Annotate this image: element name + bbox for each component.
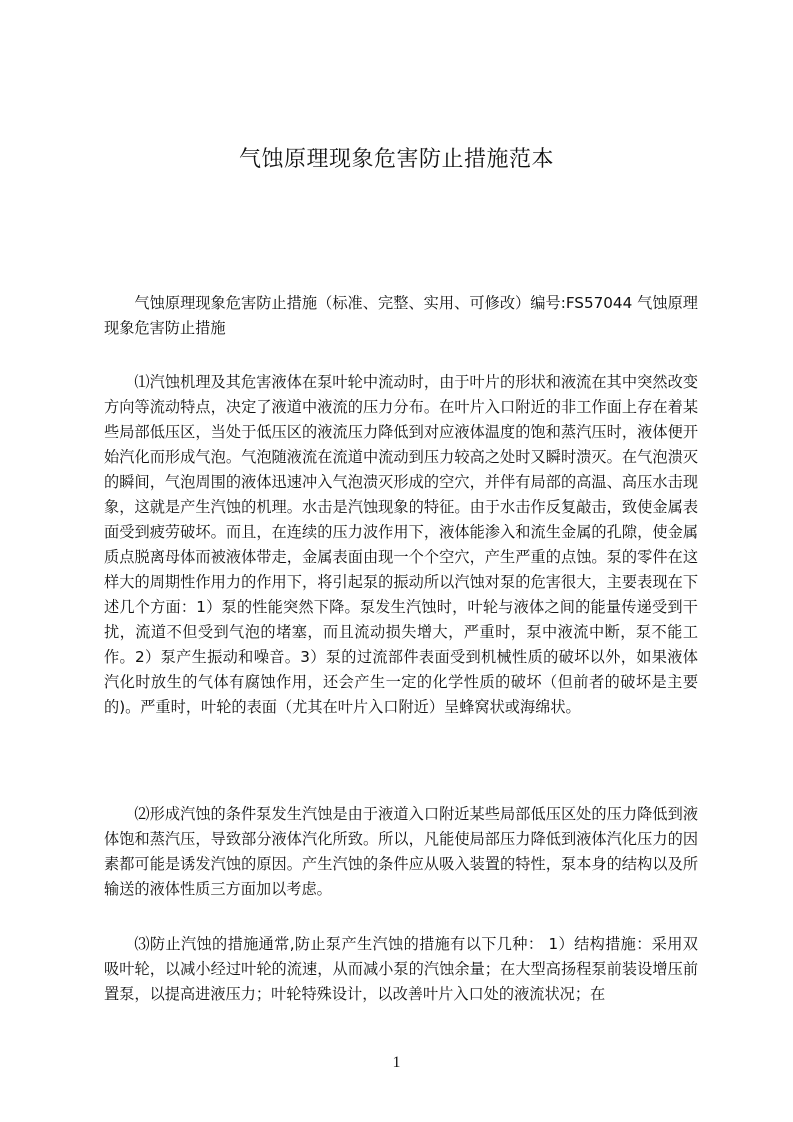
paragraph-cavitation-mechanism: ⑴汽蚀机理及其危害液体在泵叶轮中流动时，由于叶片的形状和液流在其中突然改变方向等流动特点，决定了液道中液流的压力分布。在叶片入口附近的非工作面上存在着某些局部低压区，当处于低压区的液流压力降低到对应液体温度的饱和蒸汽压时，液体便开始汽化而形成气泡。气泡随液流在流道中流动到压力较高之处时又瞬时溃灭。在气泡溃灭的瞬间，气泡周围的液体迅速冲入气泡溃灭形成的空穴，并伴有局部的高温、高压水击现象，这就是产生汽蚀的机理。水击是汽蚀现象的特征。由于水击作反复敲击，致使金属表面受到疲劳破坏。而且，在连续的压力波作用下，液体能渗入和流生金属的孔隙，使金属质点脱离母体而被液体带走，金属表面由现一个个空穴，产生严重的点蚀。泵的零件在这样大的周期性作用力的作用下，将引起泵的振动所以汽蚀对泵的危害很大，主要表现在下述几个方面：1）泵的性能突然下降。泵发生汽蚀时，叶轮与液体之间的能量传递受到干扰，流道不但受到气泡的堵塞，而且流动损失增大，严重时，泵中液流中断，泵不能工作。2）泵产生振动和噪音。3）泵的过流部件表面受到机械性质的破坏以外，如果液体汽化时放生的气体有腐蚀作用，还会产生一定的化学性质的破坏（但前者的破坏是主要的)。严重时，叶轮的表面（尤其在叶片入口附近）呈蜂窝状或海绵状。 <box>104 373 698 716</box>
paragraph-prevention-measures: ⑶防止汽蚀的措施通常,防止泵产生汽蚀的措施有以下几种： 1）结构措施：采用双吸叶轮，以减小经过叶轮的流速，从而减小泵的汽蚀余量；在大型高扬程泵前装设增压前置泵，以提高进液压力；叶轮特殊设计，以改善叶片入口处的液流状况；在 <box>104 935 698 1003</box>
page-title: 气蚀原理现象危害防止措施范本 <box>238 147 554 172</box>
paragraph-cavitation-conditions: ⑵形成汽蚀的条件泵发生汽蚀是由于液道入口附近某些局部低压区处的压力降低到液体饱和蒸汽压，导致部分液体汽化所致。所以，凡能使局部压力降低到液体汽化压力的因素都可能是诱发汽蚀的原因。产生汽蚀的条件应从吸入装置的特性，泵本身的结构以及所输送的液体性质三方面加以考虑。 <box>104 805 698 898</box>
intro-paragraph: 气蚀原理现象危害防止措施（标准、完整、实用、可修改）编号:FS57044 气蚀原理现象危害防止措施 <box>104 294 698 337</box>
page-number: 1 <box>392 1054 401 1071</box>
